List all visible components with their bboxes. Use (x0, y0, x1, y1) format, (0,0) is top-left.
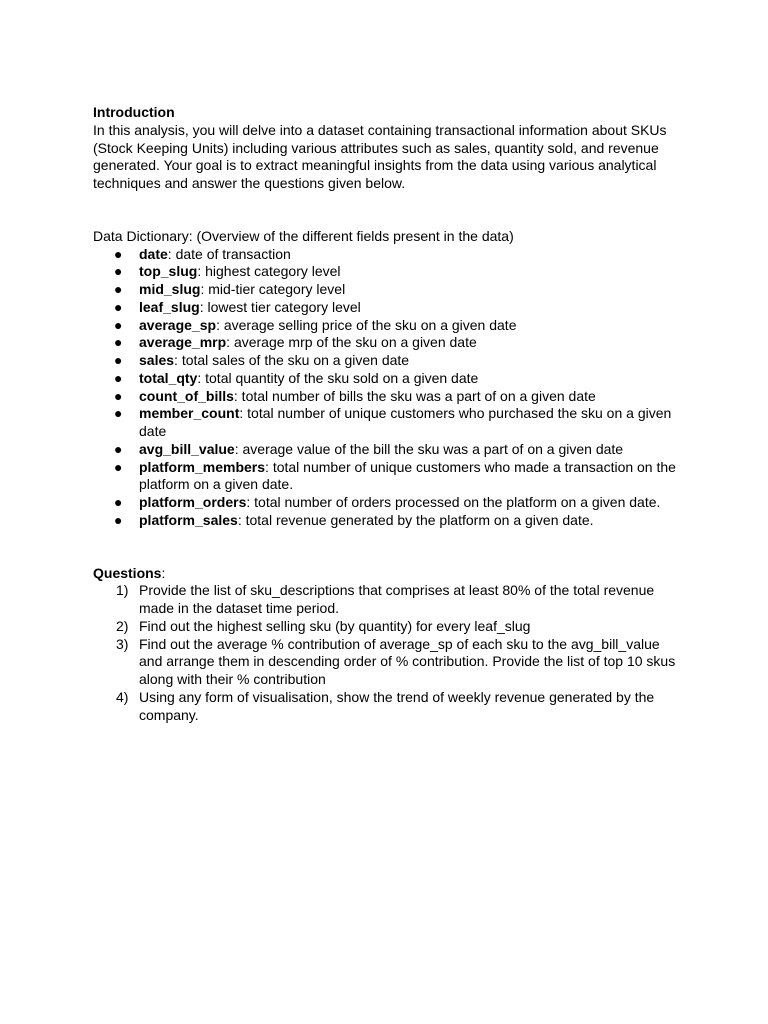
dictionary-item (93, 459, 683, 495)
question-item (93, 636, 683, 689)
dictionary-item (93, 352, 683, 370)
field-description: : mid-tier category level (200, 281, 346, 297)
field-name: leaf_slug (139, 298, 200, 315)
field-name: member_count (139, 405, 240, 422)
bullet-icon: ● (114, 334, 123, 351)
field-description: : average value of the bill the sku was a part of on a given date (234, 440, 624, 457)
field-description: : total sales of the sku on a given date (174, 352, 410, 368)
dictionary-item (93, 246, 683, 264)
section-gap (93, 530, 683, 565)
field-description: : total quantity of the sku sold on a given date (197, 369, 479, 386)
bullet-icon: ● (114, 298, 123, 315)
field-description: : lowest tier category level (199, 298, 361, 315)
field-description: : total number of unique customers who made a transaction on the platform on a given date. (139, 458, 676, 493)
bullet-icon: ● (114, 387, 123, 404)
section-gap (93, 193, 683, 228)
dictionary-item (93, 281, 683, 299)
intro-heading: Introduction (93, 104, 175, 120)
bullet-icon: ● (114, 316, 123, 333)
questions-heading: Questions (93, 564, 162, 581)
document-content (93, 104, 683, 724)
question-number: 3) (116, 635, 129, 652)
questions-heading-suffix: : (161, 564, 166, 581)
dictionary-item (93, 299, 683, 317)
bullet-icon: ● (114, 494, 123, 510)
questions-heading-line (93, 565, 683, 583)
dictionary-item (93, 512, 683, 530)
bullet-icon: ● (114, 511, 123, 528)
bullet-icon: ● (114, 369, 123, 386)
field-name: platform_sales (139, 511, 238, 528)
question-text: Provide the list of sku_descriptions that comprises at least 80% of the total revenue made in the dataset time period. (139, 582, 655, 616)
bullet-icon: ● (114, 352, 123, 368)
question-number: 2) (116, 617, 129, 634)
question-item (93, 689, 683, 725)
field-name: average_mrp (139, 334, 227, 351)
question-number: 1) (116, 582, 129, 599)
dictionary-item (93, 263, 683, 281)
field-description: : highest category level (197, 263, 341, 280)
field-description: : date of transaction (167, 245, 291, 262)
field-description: : total number of bills the sku was a part of on a given date (233, 387, 596, 404)
dictionary-list (93, 246, 683, 530)
bullet-icon: ● (114, 458, 123, 475)
question-text: Find out the highest selling sku (by quantity) for every leaf_slug (139, 617, 531, 634)
field-description: : total revenue generated by the platform on a given date. (237, 511, 594, 528)
field-name: count_of_bills (139, 387, 234, 404)
question-item (93, 618, 683, 636)
dictionary-item (93, 494, 683, 512)
field-name: date (139, 245, 168, 262)
bullet-icon: ● (114, 263, 123, 280)
dictionary-item (93, 370, 683, 388)
field-name: total_qty (139, 369, 198, 386)
field-name: average_sp (139, 316, 217, 333)
bullet-icon: ● (114, 440, 123, 457)
intro-paragraph: In this analysis, you will delve into a dataset containing transactional information about SKUs (Stock Keeping Units) including various attributes such as sales, quantity sold, and revenue generated. Your goal is to extract meaningful insights from the data using various analytical techniques and answer the questions given below. (93, 121, 667, 191)
dictionary-item (93, 317, 683, 335)
question-text: Using any form of visualisation, show the trend of weekly revenue generated by the company. (139, 688, 655, 723)
dictionary-item (93, 388, 683, 406)
dictionary-item (93, 405, 683, 441)
dictionary-item (93, 334, 683, 352)
bullet-icon: ● (114, 405, 123, 422)
field-name: top_slug (139, 263, 198, 280)
field-description: : average mrp of the sku on a given date (226, 334, 477, 351)
field-name: platform_members (139, 458, 266, 475)
bullet-icon: ● (114, 281, 123, 297)
questions-list (93, 582, 683, 724)
field-description: : total number of unique customers who purchased the sku on a given date (139, 405, 672, 439)
dictionary-heading: Data Dictionary: (Overview of the different fields present in the data) (93, 227, 514, 244)
field-name: mid_slug (139, 281, 201, 297)
field-name: avg_bill_value (139, 440, 235, 457)
dictionary-item (93, 441, 683, 459)
field-name: platform_orders (139, 494, 247, 510)
question-item (93, 582, 683, 618)
field-name: sales (139, 352, 175, 368)
question-text: Find out the average % contribution of average_sp of each sku to the avg_bill_value and arrange them in descending order of % contribution. Provide the list of top 10 skus along with their % contribution (139, 635, 676, 687)
bullet-icon: ● (114, 245, 123, 262)
field-description: : average selling price of the sku on a given date (216, 316, 517, 333)
question-number: 4) (116, 688, 129, 705)
field-description: : total number of orders processed on the platform on a given date. (246, 494, 661, 510)
